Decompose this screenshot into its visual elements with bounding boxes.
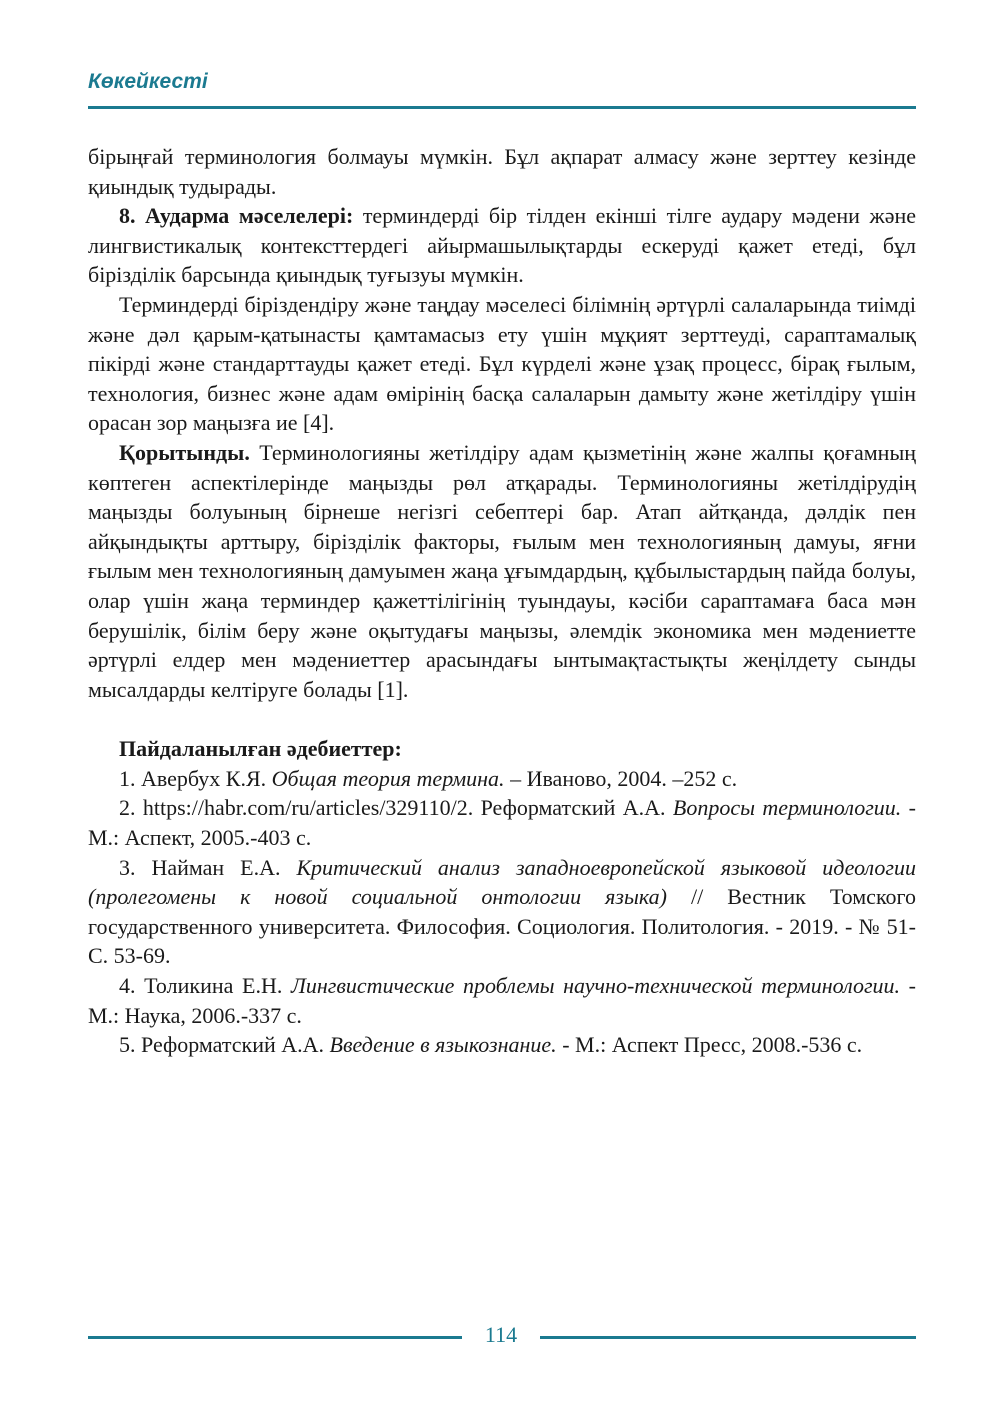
page-body — [88, 142, 916, 1060]
header-divider — [88, 106, 916, 109]
reference-author: 5. Реформатский А.А. — [119, 1032, 330, 1058]
paragraph-lead-bold: 8. Аударма мәселелері: — [119, 203, 354, 229]
footer-divider-right — [540, 1336, 916, 1339]
references-heading-text: Пайдаланылған әдебиеттер: — [119, 736, 402, 762]
reference-publication: - М.: Аспект Пресс, 2008.-536 с. — [556, 1032, 863, 1058]
page-number: 114 — [484, 1322, 518, 1347]
reference-item — [88, 853, 916, 971]
conclusion-text: Терминологияны жетілдіру адам қызметінің және жалпы қоғамның көптеген аспектілерінде маңызды рөл атқарады. Терминологияны жетілдірудің маңызды болуының бірнеше негізгі себептері бар. Атап айтқанда, дәлдік пен айқындықты арттыру, біріздiлік факторы, ғылым мен технологияның дамуы, яғни ғылым мен технологияның дамуымен жаңа ұғымдардың, құбылыстардың пайда болуы, олар үшін жаңа терминдер қажеттілігінің туындауы, кәсіби сараптамаға баса мән берушілік, білім беру және оқытудағы маңызы, әлемдік экономика мен мәдениетте әртүрлі елдер мен мәдениеттер арасындағы ынтымақтастықты жеңілдету сынды мысалдарды келтіруге болады [1]. — [88, 439, 916, 702]
reference-title: Общая теория термина. — [271, 765, 505, 791]
reference-item — [88, 793, 916, 852]
reference-item — [88, 764, 916, 794]
reference-title: Введение в языкознание. — [329, 1032, 557, 1058]
footer-divider-left — [88, 1336, 462, 1339]
paragraph-translation-issues — [88, 201, 916, 290]
conclusion-lead-bold: Қорытынды. — [119, 439, 250, 465]
section-gap — [88, 704, 916, 734]
reference-author: 1. Авербух К.Я. — [119, 765, 272, 791]
reference-title: Критический анализ западноевропейской языковой идеологии (пролегомены к новой социальной онтологии языка) — [88, 854, 916, 910]
paragraph-unification: Терминдерді біріздендіру және таңдау мәселесі білімнің әртүрлі салаларында тиімді және дәл қарым-қатынасты қамтамасыз ету үшін мұқият зерттеуді, сараптамалық пікірді және стандарттауды қажет етеді. Бұл күрделі және ұзақ процесс, бірақ ғылым, технология, бизнес және адам өмірінің басқа салаларын дамыту және жетілдіру үшін орасан зор маңызға ие [4]. — [88, 291, 916, 436]
paragraph-conclusion — [88, 438, 916, 704]
references-heading — [88, 734, 916, 764]
paragraph-text: терминдерді бір тілден екінші тілге аудару мәдени және лингвистикалық контексттердегі айырмашылықтарды ескеруді қажет етеді, бұл біріздiлік барсында қиындық туғызуы мүмкін. — [88, 203, 916, 288]
reference-title: Вопросы терминологии. — [672, 795, 902, 821]
reference-publication: - М.: Наука, 2006.-337 с. — [88, 973, 917, 1028]
reference-publication: – Иваново, 2004. –252 с. — [504, 765, 738, 791]
running-header-title: Көкейкесті — [88, 70, 208, 93]
reference-title: Лингвистические проблемы научно-технической терминологии. — [290, 973, 901, 999]
reference-publication: // Вестник Томского государственного университета. Философия. Социология. Политология. - 2019. - № 51- С. 53-69. — [88, 884, 916, 969]
paragraph-continuation: бірыңғай терминология болмауы мүмкін. Бұл ақпарат алмасу және зерттеу кезінде қиындық тудырады. — [88, 144, 916, 199]
reference-publication: - М.: Аспект, 2005.-403 с. — [88, 795, 916, 851]
reference-author: 2. https://habr.com/ru/articles/329110/2. Реформатский А.А. — [119, 795, 673, 821]
reference-item — [88, 971, 916, 1030]
reference-author: 3. Найман Е.А. — [119, 854, 297, 880]
reference-item — [88, 1030, 916, 1060]
reference-author: 4. Толикина Е.Н. — [119, 973, 291, 999]
